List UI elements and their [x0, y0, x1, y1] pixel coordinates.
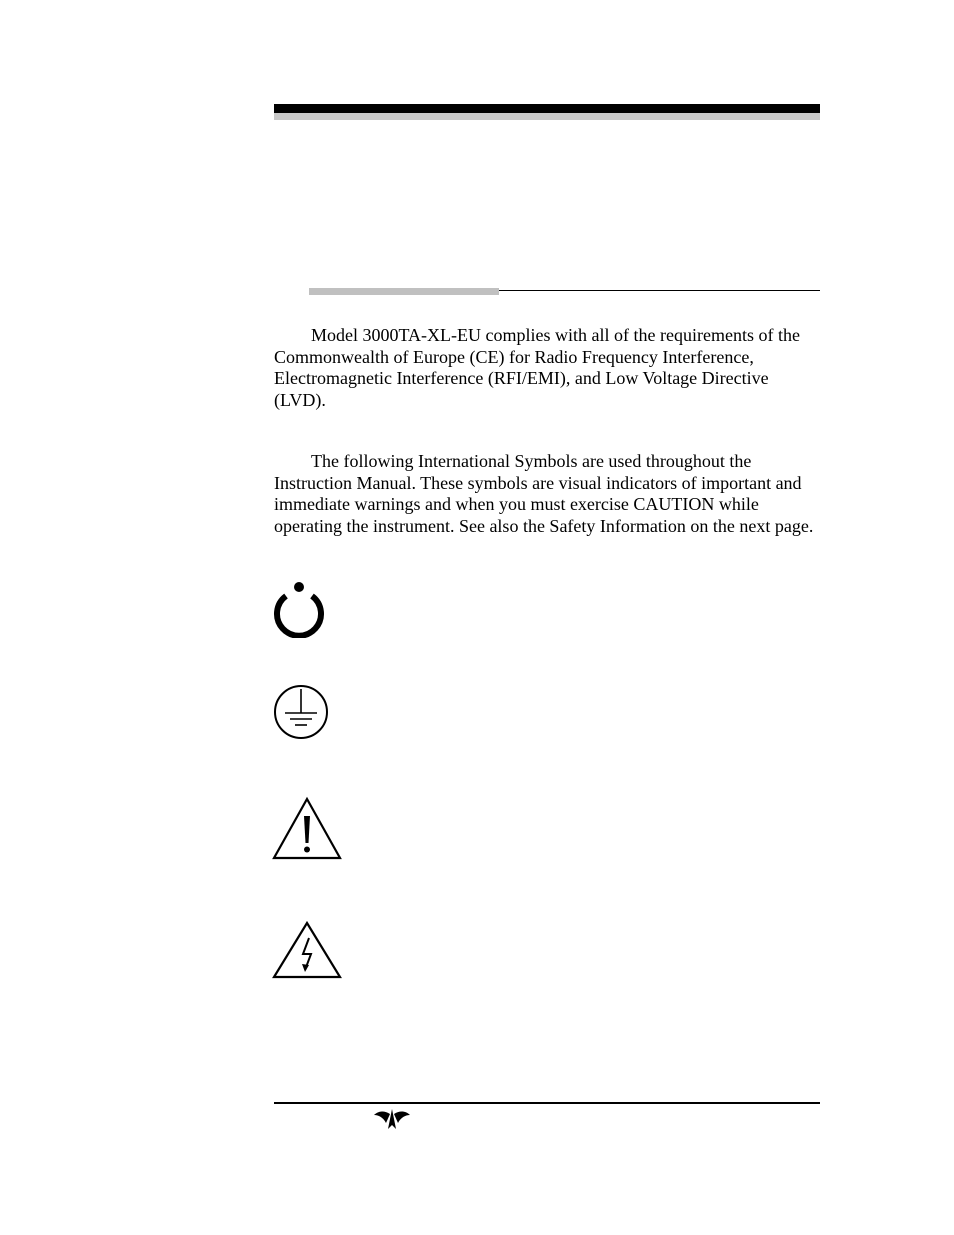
symbols-intro-paragraph: The following International Symbols are used throughout the Instruction Manual. These symbols are visual indicators of important and immediate warnings and when you must exercise CAUTION while operating the instrument. See also the Safety Information on the next page. — [274, 451, 814, 536]
teledyne-logo-icon — [372, 1105, 412, 1131]
footer-rule — [274, 1102, 820, 1104]
protective-earth-icon — [272, 683, 330, 741]
section-rule-line — [499, 290, 820, 291]
header-bar-gray — [274, 113, 820, 120]
header-bar-black — [274, 104, 820, 113]
section-rule-accent — [309, 288, 499, 295]
electric-shock-icon — [272, 920, 342, 980]
compliance-paragraph: Model 3000TA-XL-EU complies with all of the requirements of the Commonwealth of Europe (CE) for Radio Frequency Interference, Electromagnetic Interference (RFI/EMI), and Low Voltage Directive (LVD). — [274, 325, 800, 410]
power-icon — [272, 580, 328, 638]
caution-icon — [272, 796, 342, 860]
